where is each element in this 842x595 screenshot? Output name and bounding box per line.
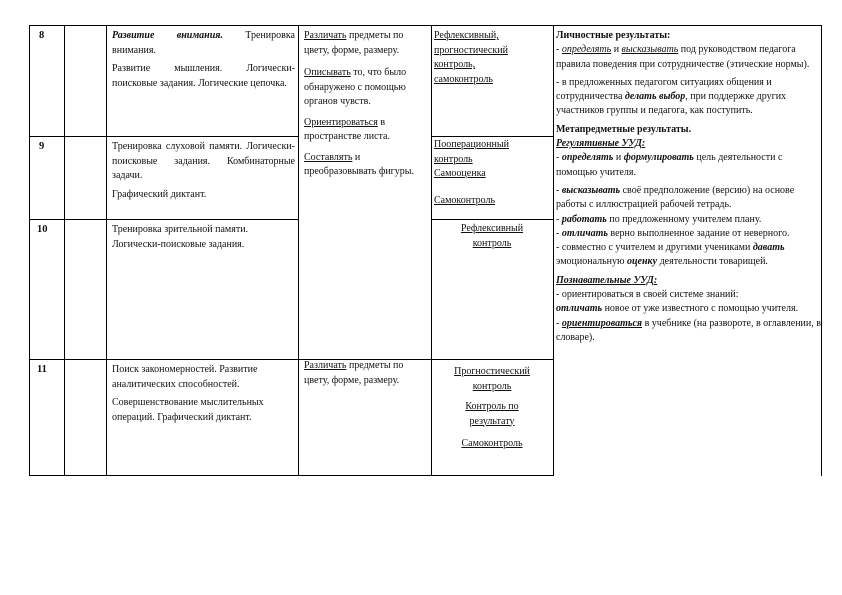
results-item: - высказывать своё предположение (версию) на основе работы с иллюстрацией рабочей тетрадь. (556, 184, 795, 211)
control-type: Прогностический (454, 366, 530, 377)
control-10 (434, 222, 550, 251)
control-type: прогностический (434, 44, 508, 56)
results-column (556, 29, 824, 345)
activity-text: предметы по цвету, форме, размеру. (304, 360, 404, 386)
lesson-topic-text: Тренировка зрительной памяти. Логически-поисковые задания. (112, 224, 249, 250)
column-divider-2 (106, 25, 107, 476)
row-number: 8 (39, 30, 45, 41)
results-heading: Личностные результаты: (556, 30, 671, 41)
lesson-topic-text: Тренировка внимания. (112, 30, 295, 56)
control-type: контроль, (434, 59, 476, 70)
results-item: - работать по предложенному учителем плану. (556, 213, 762, 225)
control-8 (434, 29, 550, 87)
column-divider-4 (431, 25, 432, 476)
control-type: Пооперационный контроль (434, 139, 509, 165)
results-item: - совместно с учителем и другими учениками давать эмоциональную оценку деятельности товарищей. (556, 242, 785, 268)
control-type: Самооценка (434, 168, 486, 179)
results-item: - ориентироваться в своей системе знаний: (556, 289, 739, 301)
control-type: Самоконтроль (434, 194, 496, 206)
activity-verb: Описывать (304, 67, 351, 78)
row-number: 9 (39, 141, 45, 152)
control-type: самоконтроль (434, 73, 493, 85)
results-item: - ориентироваться в учебнике (на развороте, в оглавлении, в словаре). (556, 317, 821, 343)
lesson-topic-text: Совершенствование мыслительных операций. Графический диктант. (112, 397, 264, 423)
row-divider-8-9 (29, 136, 298, 137)
column-divider-3 (298, 25, 299, 476)
lesson-content-8 (112, 29, 295, 91)
row-divider-8-9-control (431, 136, 553, 137)
results-subheading: Регулятивные УУД: (556, 138, 646, 150)
table-border-left (29, 25, 30, 476)
results-heading: Метапредметные результаты. (556, 123, 692, 135)
lesson-plan-table (29, 25, 822, 476)
control-11 (434, 365, 550, 452)
row-divider-9-10 (29, 219, 298, 220)
lesson-content-11 (112, 363, 295, 425)
activity-verb: Составлять (304, 151, 353, 163)
row-number: 11 (37, 364, 47, 375)
control-9 (434, 138, 550, 208)
lesson-topic-text: Тренировка слуховой памяти. Логически-поисковые задания. Комбинаторные задачи. (112, 141, 295, 181)
table-border-bottom (29, 475, 553, 476)
control-type: Рефлексивный (460, 223, 524, 234)
row-number: 10 (37, 224, 48, 235)
activities-8-10 (304, 29, 429, 180)
control-type: Контроль по (465, 401, 519, 412)
activities-11 (304, 359, 429, 388)
activity-text: и преобразовывать фигуры. (304, 151, 414, 177)
activity-text: в пространстве листа. (304, 116, 390, 142)
activity-verb: Различать (304, 360, 347, 371)
results-item: - определять и высказывать под руководством педагога правила поведения при сотрудничестве (этические нормы). (556, 44, 810, 70)
lesson-content-10 (112, 223, 295, 252)
lesson-topic-text: Поиск закономерностей. Развитие аналитических способностей. (112, 364, 258, 390)
results-item: - отличать верно выполненное задание от неверного. (556, 227, 790, 239)
control-type: результату (469, 415, 515, 427)
results-subheading: Познавательные УУД: (556, 274, 658, 286)
activity-text: то, что было обнаружено с помощью органов чувств. (304, 67, 407, 107)
control-type: Самоконтроль (461, 438, 523, 449)
row-divider-9-10-control (431, 219, 553, 220)
row-divider-10-11 (29, 359, 553, 360)
lesson-topic-text: Графический диктант. (112, 188, 207, 200)
results-item: - определять и формулировать цель деятельности с помощью учителя. (556, 152, 783, 178)
activity-verb: Ориентироваться (304, 116, 378, 128)
activity-verb: Различать (304, 30, 347, 41)
lesson-topic-text: Развитие мышления. Логически-поисковые задания. Логические цепочка. (112, 63, 295, 89)
lesson-topic-emphasis: Развитие внимания. (112, 30, 223, 41)
column-divider-5 (553, 25, 554, 476)
column-divider-1 (64, 25, 65, 476)
control-type: контроль (472, 380, 512, 392)
lesson-content-9 (112, 140, 295, 202)
table-border-top (29, 25, 822, 26)
activity-text: предметы по цвету, форме, размеру. (304, 30, 404, 56)
control-type: контроль (472, 237, 512, 249)
results-item: - в предложенных педагогом ситуациях общения и сотрудничества делать выбор, при поддержке других участников группы и педагога, как поступить. (556, 76, 787, 117)
control-type: Рефлексивный, (434, 30, 499, 41)
results-item: отличать новое от уже известного с помощью учителя. (556, 303, 799, 315)
